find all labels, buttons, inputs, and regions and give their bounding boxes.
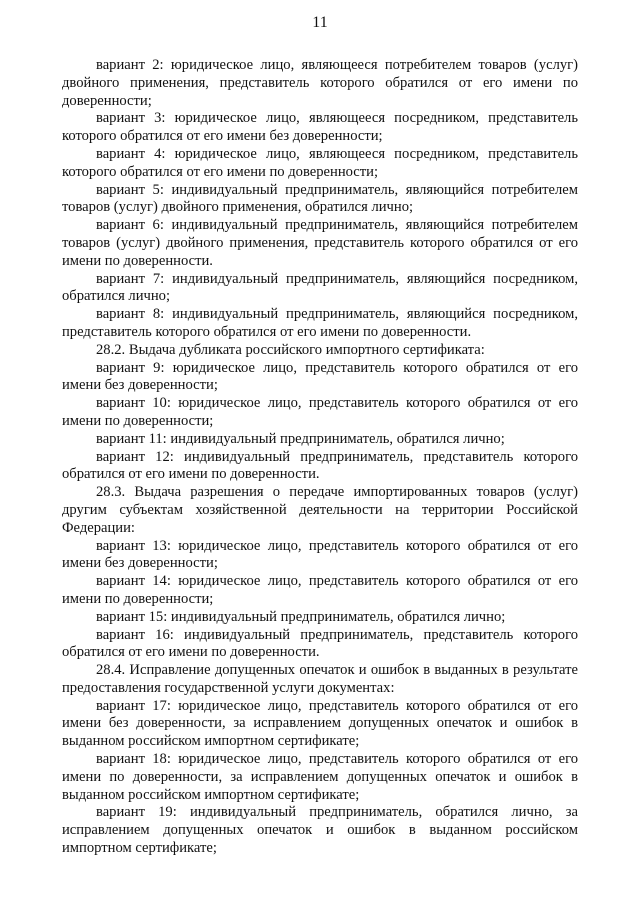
section-heading-28-3: 28.3. Выдача разрешения о передаче импортированных товаров (услуг) другим субъектам хозяйственной деятельности на территории Российской Федерации: [62,484,578,536]
page-number: 11 [312,14,328,31]
section-heading-28-2: 28.2. Выдача дубликата российского импортного сертификата: [96,341,485,358]
paragraph-variant-12: вариант 12: индивидуальный предприниматель, представитель которого обратился от его имени по доверенности. [62,448,578,483]
paragraph-variant-16: вариант 16: индивидуальный предприниматель, представитель которого обратился от его имени по доверенности. [62,626,578,661]
paragraph-variant-8: вариант 8: индивидуальный предприниматель, являющийся посредником, представитель которого обратился от его имени по доверенности. [62,306,578,340]
paragraph-variant-7: вариант 7: индивидуальный предприниматель, являющийся посредником, обратился лично; [62,270,578,305]
paragraph-variant-6: вариант 6: индивидуальный предприниматель, являющийся потребителем товаров (услуг) двойного применения, представитель которого обратился от его имени по доверенности. [62,217,578,269]
paragraph-variant-18: вариант 18: юридическое лицо, представитель которого обратился от его имени по доверенности, за исправлением допущенных опечаток и ошибок в выданном российском импортном сертификате; [62,751,578,803]
paragraph-variant-11: вариант 11: индивидуальный предприниматель, обратился лично; [96,430,505,447]
paragraph-variant-19: вариант 19: индивидуальный предприниматель, обратился лично, за исправлением допущенных опечаток и ошибок в выданном российском импортном сертификате; [62,804,578,857]
document-body [62,57,578,858]
paragraph-variant-14: вариант 14: юридическое лицо, представитель которого обратился от его имени по доверенности; [62,573,578,607]
paragraph-variant-4: вариант 4: юридическое лицо, являющееся посредником, представитель которого обратился от его имени по доверенности; [62,145,578,180]
paragraph-variant-5: вариант 5: индивидуальный предприниматель, являющийся потребителем товаров (услуг) двойного применения, обратился лично; [62,181,578,216]
paragraph-variant-9: вариант 9: юридическое лицо, представитель которого обратился от его имени без доверенности; [62,359,578,394]
paragraph-variant-13: вариант 13: юридическое лицо, представитель которого обратился от его имени без доверенности; [62,537,578,572]
section-heading-28-4: 28.4. Исправление допущенных опечаток и ошибок в выданных в результате предоставления государственной услуги документах: [62,662,578,696]
paragraph-variant-17: вариант 17: юридическое лицо, представитель которого обратился от его имени без доверенности, за исправлением допущенных опечаток и ошибок в выданном российском импортном сертификате; [62,697,578,750]
paragraph-variant-2: вариант 2: юридическое лицо, являющееся потребителем товаров (услуг) двойного применения, представитель которого обратился от его имени по доверенности; [62,57,578,109]
paragraph-variant-15: вариант 15: индивидуальный предприниматель, обратился лично; [96,608,506,625]
paragraph-variant-10: вариант 10: юридическое лицо, представитель которого обратился от его имени по доверенности; [62,395,578,429]
paragraph-variant-3: вариант 3: юридическое лицо, являющееся посредником, представитель которого обратился от его имени без доверенности; [62,110,578,145]
